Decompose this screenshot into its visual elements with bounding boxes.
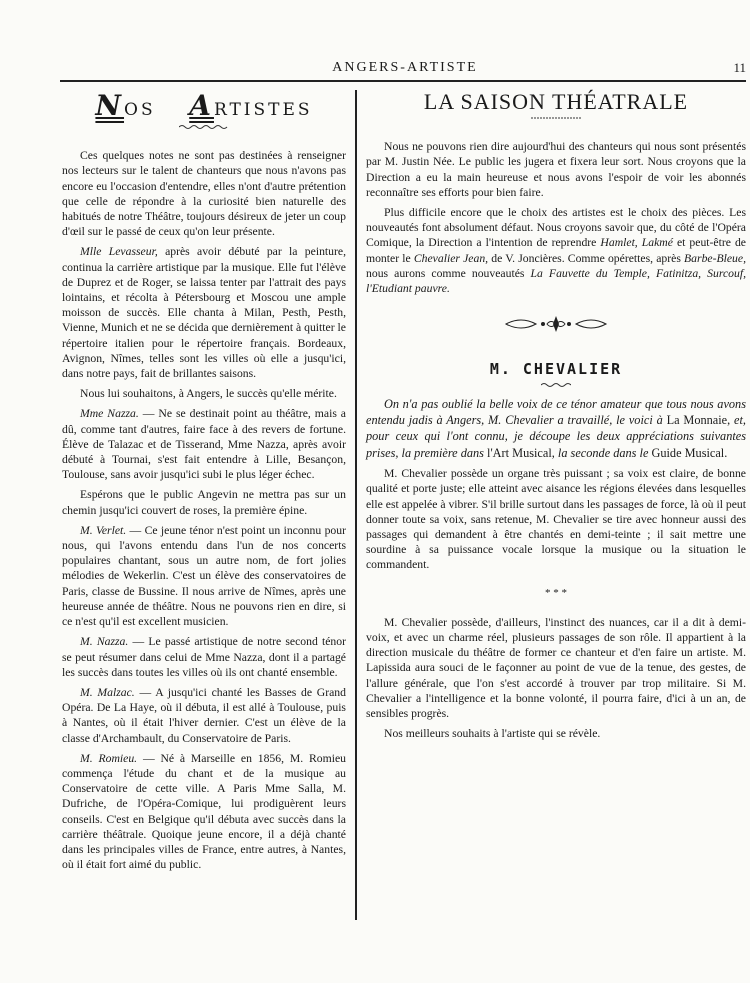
- right-column: [366, 89, 747, 746]
- text-run: On n'a pas oublié la belle voix de ce ténor amateur que tous nous avons entendu jadis à Angers, M. Chevalier a travaillé, le voici à: [366, 396, 746, 428]
- source-name: La Monnaie,: [666, 413, 731, 428]
- text-run: de V. Joncières. Comme opérettes, après: [491, 251, 681, 265]
- saison-paragraph-2: [366, 205, 746, 296]
- artist-name: Mlle Levasseur,: [80, 245, 158, 259]
- page-header: [60, 58, 750, 78]
- artist-bio: après avoir débuté par la peinture, continua la carrière artistique par la musique. Elle fut l'élève de Duprez et de Roger, se laissa tenter par l'attrait des pays lointains, et récolta à Pétersbourg et Moscou une ample moisson de succès. Elle chanta à Milan, Pesth, Pesth, Vienne, Munich et ne se décida que dernièrement à quitter le répertoire italien pour le répertoire français. Bordeaux, Avignon, Nîmes, telles sont les villes où elle a jusqu'ici, dans notre pays, fait de brillantes saisons.: [62, 245, 347, 381]
- nos-artistes-heading: [62, 89, 346, 122]
- nazza-wish: Espérons que le public Angevin ne mettra pas sur un chemin jusqu'ici couvert de roses, la première épine.: [62, 488, 346, 517]
- artist-name: M. Verlet.: [80, 523, 127, 537]
- chevalier-title: M. CHEVALIER: [489, 360, 623, 379]
- ornament-separator: [366, 314, 746, 338]
- header-rule: [60, 80, 746, 82]
- heading-initial-n: N: [95, 89, 125, 122]
- chevalier-underline: [541, 382, 571, 388]
- text-run: nous aurons comme nouveautés: [366, 266, 525, 280]
- left-column: [62, 89, 347, 877]
- intro-paragraph: Ces quelques notes ne sont pas destinées à renseigner nos lecteurs sur le talent de chanteurs que nous n'avons pas encore eu l'occasion d'entendre, elles n'ont d'autre prétention que celle de répondre à la curiosité bien naturelle des habitués de notre Théâtre, toujours désireux de jeter un coup d'œil sur le passé de ceux qu'on leur présente.: [62, 149, 346, 239]
- artist-bio: — A jusqu'ici chanté les Basses de Grand Opéra. De La Haye, où il débuta, il est allé à Toulouse, puis à Nantes, où il était l'hiver dernier. C'est un élève de la classe d'Archambault, du Conservatoire de Paris.: [62, 685, 346, 745]
- heading-word-artistes-rest: RTISTES: [213, 100, 313, 120]
- review-paragraph-1: M. Chevalier possède un organe très puissant ; sa voix est claire, de bonne qualité et porte juste; elle atteint avec aisance les régions élevées dans lesquelles elle est appelée à vibrer. S'il brille surtout dans les passages de force, là où il peut donner toute sa voix, sans retenue, M. Chevalier se tire avec honneur aussi des passages qui demandent à être chantés en demi-teinte ; il sait mettre une sourdine à sa puissance vocale lorsque la musique ou la situation le commandent.: [366, 467, 746, 572]
- artist-name: M. Malzac.: [80, 685, 135, 699]
- asterism-separator: * * *: [545, 586, 567, 599]
- closing-wish: Nos meilleurs souhaits à l'artiste qui se révèle.: [384, 727, 601, 741]
- journal-title: ANGERS-ARTISTE: [332, 60, 478, 75]
- source-name: l'Art Musical,: [487, 445, 555, 460]
- column-divider: [355, 90, 357, 920]
- malzac-paragraph: [62, 685, 346, 746]
- work-titles: Barbe-Bleue,: [684, 251, 747, 265]
- artist-name: Mme Nazza.: [80, 407, 139, 421]
- nazza-paragraph: [62, 406, 346, 482]
- source-name: Guide Musical.: [651, 445, 728, 460]
- text-run: et peut-être de monter le: [366, 236, 746, 265]
- page-number: 11: [733, 60, 746, 75]
- artist-bio: — Ne se destinait point au théâtre, mais a dû, comme tant d'autres, faire face à des revers de fortune. Élève de Talazac et de Tisserand, Mme Nazza, après avoir débuté à Tournai, s'est fait entendre à Lille, Besançon, Toulouse, sans avoir jusqu'ici subi le plus léger échec.: [62, 407, 346, 482]
- text-run: Plus difficile encore que le choix des artistes est le choix des pièces. Les nouveautés font absolument défaut. Nous croyons savoir que, du côté de l'Opéra Comique, la Direction a l'intention de reprendre: [366, 206, 746, 250]
- artist-name: M. Romieu.: [80, 751, 138, 765]
- artist-bio: — Le passé artistique de notre second ténor se peut résumer dans celui de Mme Nazza, dont il a partagé les succès dans toutes les villes où ils ont chanté ensemble.: [62, 635, 346, 679]
- heading-word-nos-rest: OS: [124, 100, 156, 120]
- heading-squiggle: [179, 124, 229, 130]
- artist-name: M. Nazza.: [80, 635, 129, 649]
- saison-paragraph-1: Nous ne pouvons rien dire aujourd'hui des chanteurs qui nous sont présentés par M. Justin Née. Le public les jugera et fixera leur sort. Nous croyons que la Direction a eu la main heureuse et nous avons l'espoir de voir les abonnés reconnaître ses efforts pour bien faire.: [366, 140, 746, 199]
- saison-underline: [531, 115, 581, 121]
- levasseur-wish: Nous lui souhaitons, à Angers, le succès qu'elle mérite.: [80, 387, 337, 401]
- artist-bio: — Ce jeune ténor n'est point un inconnu pour nous, qui l'avons entendu dans l'un de nos concerts populaires chantant, sous un autre nom, de fort jolies mélodies de Wekerlin. C'est un élève des conservatoires de Paris, classe de Bussine. Il nous arrive de Nîmes, après une heureuse année de théâtre. Nous ne pouvons rien en dire, si ce n'est qu'il est excellent musicien.: [62, 523, 346, 629]
- text-run: et, pour ceux qui l'ont connu, je découpe les deux appréciations suivantes prises, la première dans: [366, 413, 746, 460]
- chevalier-intro: [366, 396, 746, 462]
- heading-initial-a: A: [189, 89, 214, 122]
- levasseur-paragraph: [62, 244, 346, 381]
- m-nazza-paragraph: [62, 634, 346, 680]
- work-titles: La Fauvette du Temple, Fatinitza, Surcouf, l'Etudiant pauvre.: [366, 266, 747, 296]
- text-run: la seconde dans le: [557, 445, 649, 460]
- artist-bio: — Né à Marseille en 1856, M. Romieu commença l'étude du chant et de la musique au Conservatoire de cette ville. A Paris Mme Salla, M. Dufriche, de l'Opéra-Comique, lui prodiguèrent leurs conseils. C'est en Belgique qu'il débuta avec succès dans la carrière théâtrale. Quoique jeune encore, il a déjà chanté dans les principales villes de France, entre autres, à Nantes, où il était fort aimé du public.: [62, 751, 346, 872]
- work-titles: Hamlet, Lakmé: [600, 236, 673, 250]
- review-paragraph-2: M. Chevalier possède, d'ailleurs, l'instinct des nuances, car il a dit à demi-voix, et avec un charme réel, plusieurs passages de son rôle. Il appartient à la direction musicale du théâtre de former ce chanteur et d'en faire un artiste. M. Lapissida aura souci de le façonner au point de vue de la tenue, des gestes, de l'allure générale, que l'on s'est accordé à trouver par trop militaire. Si M. Chevalier a l'intelligence et la bonne volonté, il pourra faire, d'ici à un an, de sensibles progrès.: [366, 615, 746, 720]
- fleuron-ornament-icon: [501, 314, 611, 334]
- saison-heading: LA SAISON THÉATRALE: [423, 89, 689, 114]
- verlet-paragraph: [62, 523, 346, 629]
- romieu-paragraph: [62, 751, 346, 873]
- work-titles: Chevalier Jean,: [413, 251, 489, 265]
